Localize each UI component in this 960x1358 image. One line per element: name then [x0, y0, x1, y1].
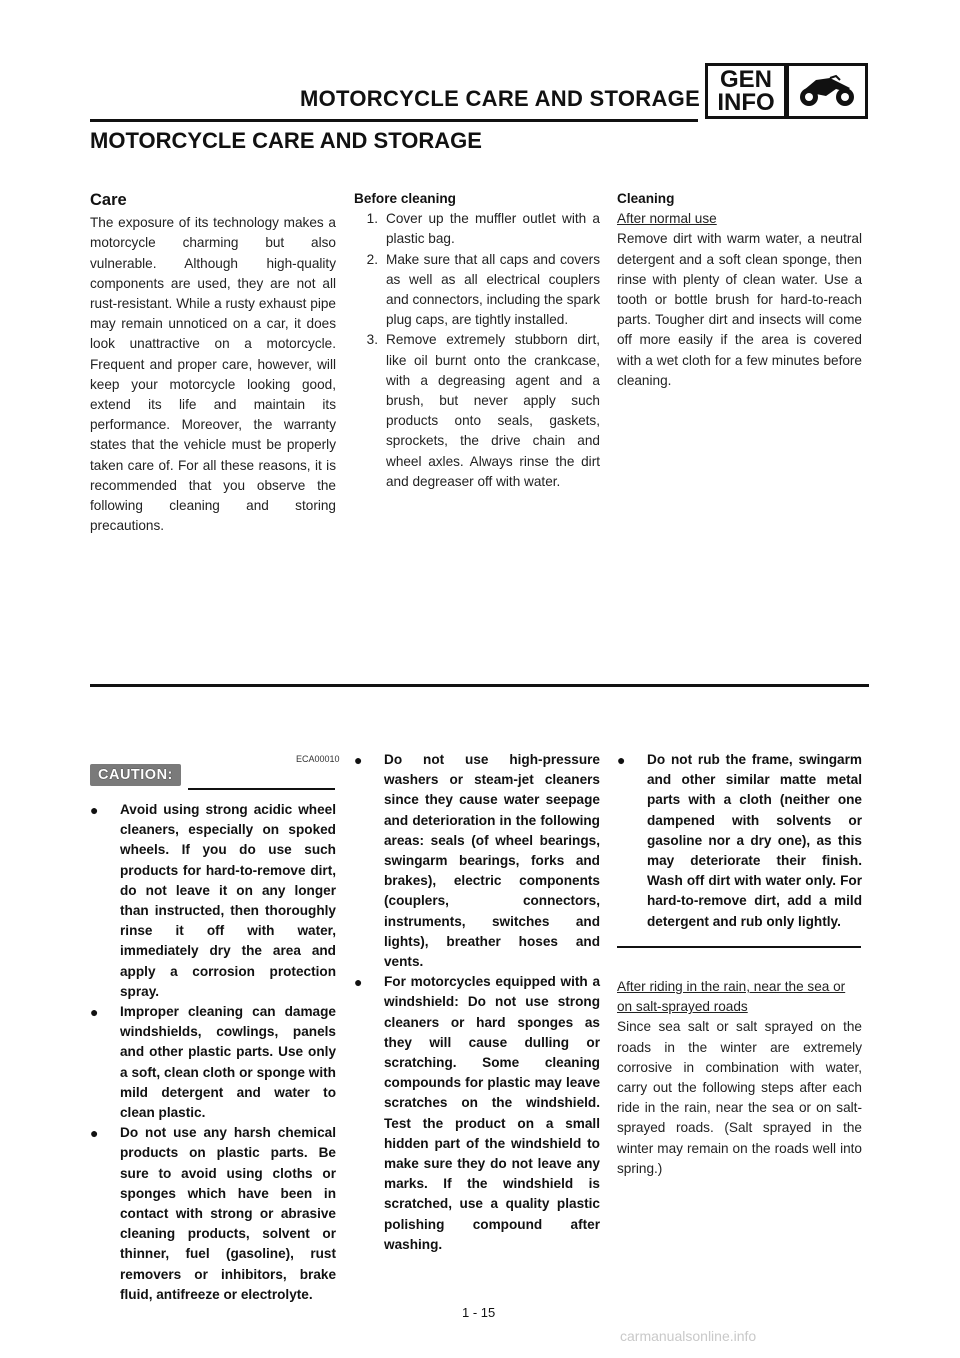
- bullet-icon: ●: [617, 752, 626, 768]
- caution-col2: [354, 750, 600, 1255]
- page-number: 1 - 15: [462, 1305, 496, 1320]
- caution-item-text: For motorcycles equipped with a windshield: Do not use strong cleaners or hard sponges as they will cause dulling or scratching. Some cleaning compounds for plastic may leave scratches on the windshield. Test the product on a small hidden part of the windshield to make sure they do not leave any marks. If the windshield is scratched, use a quality plastic polishing compound after washing.: [384, 974, 600, 1252]
- caution-col1: [90, 800, 336, 1305]
- caution-item: [90, 1123, 336, 1305]
- caution-rule: [188, 788, 335, 790]
- care-section: [90, 190, 336, 536]
- caution-end-rule: [617, 946, 861, 948]
- care-heading: Care: [90, 191, 127, 209]
- rain-body: Since sea salt or salt sprayed on the roads in the winter are extremely corrosive in combination with water, carry out the following steps after each ride in the rain, near the sea or on salt-sprayed roads. (Salt sprayed in the winter may remain on the roads well into spring.): [617, 1019, 862, 1176]
- caution-item-text: Do not rub the frame, swingarm and other similar matte metal parts with a cloth (neither one dampened with solvents or gasoline nor a dry one), as this may deteriorate their finish. Wash off dirt with water only. For hard-to-remove dirt, add a mild detergent and rub only lightly.: [647, 752, 862, 929]
- caution-item: [354, 750, 600, 972]
- before-cleaning-steps: [354, 209, 600, 492]
- page-title: MOTORCYCLE CARE AND STORAGE: [90, 128, 482, 153]
- bullet-icon: ●: [90, 802, 99, 818]
- step-text: Cover up the muffler outlet with a plastic bag.: [386, 211, 600, 247]
- cleaning-body: Remove dirt with warm water, a neutral detergent and a soft clean sponge, then rinse with plenty of clean water. Use a tooth or bottle brush for hard-to-reach parts. Tougher dirt and insects will come off more easily if the area is covered with a wet cloth for a few minutes before cleaning.: [617, 231, 862, 388]
- cleaning-section: [617, 189, 862, 391]
- step-item: [354, 209, 600, 249]
- bullet-icon: ●: [90, 1125, 99, 1142]
- rain-section: [617, 977, 862, 1179]
- caution-item: [90, 1002, 336, 1123]
- caution-item: [617, 750, 862, 932]
- running-header-title: MOTORCYCLE CARE AND STORAGE: [300, 86, 701, 111]
- before-cleaning-heading: Before cleaning: [354, 191, 456, 206]
- caution-item-text: Improper cleaning can damage windshields, cowlings, panels and other plastic parts. Use only a soft, clean cloth or sponge with mild detergent and water to clean plastic.: [120, 1004, 336, 1121]
- caution-item: [354, 972, 600, 1255]
- caution-ref-code: ECA00010: [296, 754, 340, 764]
- section-badge-line2: INFO: [717, 89, 775, 116]
- section-badge: [705, 63, 787, 119]
- care-body: The exposure of its technology makes a motorcycle charming but also vulnerable. Although high-quality components are used, they are not all rust-resistant. While a rusty exhaust pipe may remain unnoticed on a car, it does look unattractive on a motorcycle. Frequent and proper care, however, will keep your motorcycle looking good, extend its life and maintain its performance. Moreover, the warranty states that the vehicle must be properly taken care of. For all these reasons, it is recommended that you observe the following cleaning and storing precautions.: [90, 215, 336, 534]
- step-number: 3.: [366, 332, 378, 348]
- step-item: [354, 330, 600, 492]
- step-number: 2.: [366, 251, 378, 267]
- step-text: Make sure that all caps and covers as well as all electrical couplers and connectors, including the spark plug caps, are tightly installed.: [386, 251, 600, 328]
- section-divider: [90, 684, 869, 687]
- caution-item-text: Do not use any harsh chemical products on plastic parts. Be sure to avoid using cloths or sponges which have been in contact with strong or abrasive cleaning products, solvent or thinner, fuel (gasoline), rust removers or inhibitors, brake fluid, antifreeze or electrolyte.: [120, 1125, 336, 1302]
- bullet-icon: ●: [354, 752, 363, 768]
- motorcycle-icon: [796, 74, 858, 108]
- caution-col3: [617, 750, 862, 932]
- header-rule: [90, 119, 698, 122]
- bullet-icon: ●: [354, 974, 363, 991]
- caution-item-text: Do not use high-pressure washers or steam-jet cleaners since they cause water seepage and deterioration in the following areas: seals (of wheel bearings, swingarm bearings, forks and brakes), electric components (couplers, connectors, instruments, switches and lights), breather hoses and vents.: [384, 752, 600, 970]
- caution-badge: CAUTION:: [90, 764, 181, 786]
- cleaning-subheading: After normal use: [617, 211, 717, 227]
- cleaning-heading: Cleaning: [617, 191, 675, 206]
- step-number: 1.: [366, 211, 378, 227]
- step-item: [354, 250, 600, 331]
- bullet-icon: ●: [90, 1004, 99, 1021]
- section-badge-line1: GEN: [719, 66, 772, 93]
- step-text: Remove extremely stubborn dirt, like oil burnt onto the crankcase, with a degreasing agent and a brush, but never apply such products onto seals, gaskets, sprockets, the drive chain and wheel axles. Always rinse the dirt and degreaser off with water.: [386, 332, 600, 489]
- watermark: carmanualsonline.info: [620, 1328, 757, 1344]
- caution-item: [90, 800, 336, 1002]
- before-cleaning-section: [354, 189, 600, 492]
- motorcycle-icon-box: [786, 63, 868, 119]
- caution-item-text: Avoid using strong acidic wheel cleaners, especially on spoked wheels. If you do use such products for hard-to-remove dirt, do not leave it on any longer than instructed, then thoroughly rinse it off with water, immediately dry the area and apply a corrosion protection spray.: [120, 802, 336, 999]
- rain-subheading: After riding in the rain, near the sea or on salt-sprayed roads: [617, 979, 846, 1015]
